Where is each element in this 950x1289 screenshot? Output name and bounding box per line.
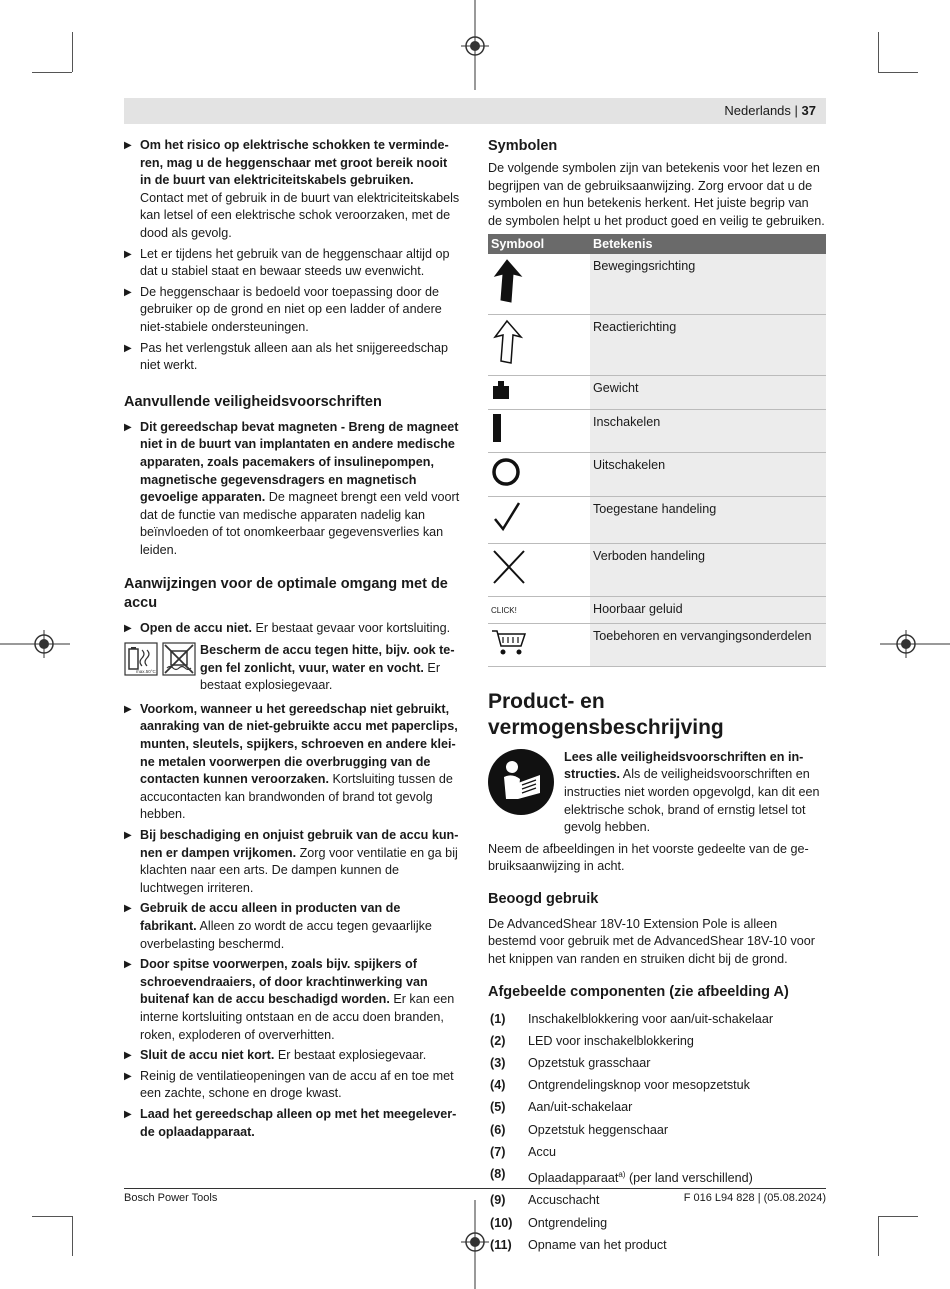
read-instructions-text — [564, 749, 826, 837]
section-heading-large: Product- en vermogensbeschrijving — [488, 689, 724, 739]
components-list — [488, 1011, 826, 1255]
checkmark-icon — [491, 501, 523, 533]
bullet-bold: Om het risico op elektrische schokken te verminderen, mag u de heggenschaar met groot bereik nooit in de buurt van elektriciteitskabels gebruiken. — [140, 138, 449, 188]
component-number: (7) — [490, 1144, 506, 1159]
meaning-cell: Toebehoren en vervangingsonderdelen — [590, 624, 826, 667]
list-item — [488, 1011, 826, 1029]
bullet-bold: Gebruik de accu alleen in producten van de fabrikant. — [140, 901, 401, 933]
heat-bold: Bescherm de accu tegen hitte, bijv. ook tegen fel zonlicht, vuur, water en vocht. — [200, 643, 455, 675]
bullet-text: Alleen zo wordt de accu tegen gevaarlijke overbelasting beschermd. — [140, 918, 432, 951]
component-label-suffix: (per land verschillend) — [625, 1171, 753, 1186]
table-row — [488, 254, 826, 314]
component-label: Accuschacht — [528, 1193, 600, 1208]
component-number: (2) — [490, 1033, 506, 1048]
bullet-text: Reinig de ventilatieopeningen van de accu af en toe met een zachte, schone en droge kwast. — [140, 1068, 454, 1101]
registration-mark-right — [880, 624, 950, 664]
meaning-cell: Gewicht — [590, 375, 826, 410]
crop-mark — [878, 32, 879, 72]
footer-divider — [124, 1188, 826, 1189]
power-on-icon — [491, 414, 505, 442]
section-heading: Afgebeelde componenten (zie afbeelding A) — [488, 983, 789, 1000]
section-heading: Aanvullende veiligheidsvoorschriften — [124, 393, 382, 410]
bullet-text: Zorg voor ventilatie en ga bij klachten naar een arts. De dampen kunnen de luchtwegen irriteren. — [140, 845, 458, 895]
arrow-up-outline-icon — [491, 319, 523, 365]
list-item — [124, 340, 460, 375]
battery-icons — [124, 642, 200, 695]
meaning-cell: Inschakelen — [590, 410, 826, 453]
list-item — [488, 1237, 826, 1255]
component-label: Opzetstuk heggenschaar — [528, 1122, 669, 1137]
list-item — [488, 1033, 826, 1051]
list-item — [124, 284, 460, 337]
read-text: Als de veiligheidsvoorschriften en instructies niet worden opgevolgd, kan dit een elektrische schok, brand of ernstig letsel tot gevolg hebben. — [564, 767, 820, 835]
bullet-text: Kortsluiting tussen de accucontacten kan brandwonden of brand tot gevolg hebben. — [140, 772, 453, 822]
header-text: Nederlands | 37 — [724, 103, 816, 118]
bullet-bold: Voorkom, wanneer u het gereedschap niet gebruikt, aanraking van de niet-gebruikte accu met paperclips, munten, sleutels, spijkers, schroeven en andere kleine metalen voorwerpen die overbrugging van de contacten kunnen veroorzaken. — [140, 701, 458, 787]
table-header-row — [488, 234, 826, 254]
component-label: Opzetstuk grasschaar — [528, 1056, 651, 1071]
bullet-text: Let er tijdens het gebruik van de heggenschaar altijd op dat u stabiel staat en bewaar steeds uw evenwicht. — [140, 246, 450, 279]
table-row — [488, 452, 826, 497]
component-number: (10) — [490, 1215, 513, 1230]
cart-icon — [491, 628, 527, 656]
list-item — [124, 827, 460, 897]
component-label: Accu — [528, 1144, 556, 1159]
component-label: Opname van het product — [528, 1237, 667, 1252]
section-heading: Symbolen — [488, 138, 558, 154]
header-language: Nederlands — [724, 103, 791, 118]
list-item — [124, 900, 460, 953]
component-number: (4) — [490, 1078, 506, 1093]
component-number: (9) — [490, 1193, 506, 1208]
crop-mark — [878, 1216, 879, 1256]
component-number: (11) — [490, 1237, 512, 1252]
list-item — [488, 1099, 826, 1117]
meaning-cell: Reactierichting — [590, 314, 826, 375]
bullet-text: Er bestaat gevaar voor kortsluiting. — [251, 621, 451, 636]
crop-mark — [878, 72, 918, 73]
list-item — [124, 1068, 460, 1103]
heat-warning-text — [200, 642, 460, 695]
component-number: (6) — [490, 1122, 506, 1137]
arrow-up-filled-icon — [491, 258, 523, 304]
crop-mark — [32, 1216, 72, 1217]
symbol-cell — [488, 452, 590, 497]
symbol-cell — [488, 254, 590, 314]
bullet-bold: Open de accu niet. — [140, 621, 252, 636]
bullet-text: De magneet brengt een veld voort dat de functie van medische apparaten nadelig kan beïnvloeden of tot onomkeerbaar gegevensverlies kan leiden. — [140, 490, 460, 557]
footer-brand: Bosch Power Tools — [124, 1192, 218, 1204]
read-instructions-warning — [488, 749, 826, 837]
symbol-cell — [488, 375, 590, 410]
registration-mark-left — [0, 624, 70, 664]
table-row — [488, 624, 826, 667]
bullet-bold: Laad het gereedschap alleen op met het meegeleverde oplaadapparaat. — [140, 1106, 457, 1139]
battery-no-water-icon — [162, 642, 196, 676]
list-item — [124, 701, 460, 824]
bullet-text: De heggenschaar is bedoeld voor toepassing door de gebruiker op de grond en niet op een ladder of andere niet-stabiele ondersteuningen. — [140, 284, 442, 334]
power-off-icon — [491, 457, 523, 487]
component-number: (1) — [490, 1011, 506, 1026]
symbols-table — [488, 234, 826, 666]
bullet-bold: Door spitse voorwerpen, zoals bijv. spijkers of schroevendraaiers, of door krachtinwerking van buitenaf kan de accu beschadigd worden. — [140, 957, 428, 1007]
component-label: Ontgrendeling — [528, 1215, 608, 1230]
meaning-cell: Bewegingsrichting — [590, 254, 826, 314]
column-header: Symbool — [488, 234, 590, 254]
right-column — [488, 137, 826, 1259]
section-heading: Aanwijzingen voor de optimale omgang met de accu — [124, 576, 448, 612]
meaning-cell: Hoorbaar geluid — [590, 596, 826, 624]
table-row — [488, 314, 826, 375]
heat-icon-label: max.50°C — [136, 669, 156, 675]
list-item — [124, 1047, 460, 1065]
crop-mark — [72, 32, 73, 72]
bullet-text: Er bestaat explosiegevaar. — [274, 1048, 427, 1063]
list-item — [488, 1077, 826, 1095]
list-item — [488, 1144, 826, 1162]
component-label: Oplaadapparaat — [528, 1171, 619, 1186]
column-header: Betekenis — [590, 234, 826, 254]
symbol-cell — [488, 314, 590, 375]
table-row — [488, 596, 826, 624]
weight-icon — [491, 380, 511, 400]
registration-mark-top — [455, 0, 495, 90]
crop-mark — [32, 72, 72, 73]
heat-text: Er bestaat explosiegevaar. — [200, 660, 441, 693]
list-item — [488, 1055, 826, 1073]
bullet-text: Pas het verlengstuk alleen aan als het snijgereedschap niet werkt. — [140, 340, 449, 373]
table-row — [488, 543, 826, 596]
list-item — [124, 137, 460, 243]
symbol-cell — [488, 497, 590, 544]
page-header — [124, 98, 826, 124]
bullet-bold: Dit gereedschap bevat magneten - Breng de magneet niet in de buurt van implantaten en andere medische apparaten, zoals pacemakers of insulinepompen, magnetische gegevensdragers en magnetisch gevoelige apparaten. — [140, 419, 459, 505]
list-item — [124, 1106, 460, 1141]
bullet-text: Contact met of gebruik in de buurt van elektriciteitskabels kan letsel of een elektrische schok veroorzaken, met de dood als gevolg. — [140, 190, 460, 240]
meaning-cell: Toegestane handeling — [590, 497, 826, 544]
list-item — [124, 419, 460, 560]
list-item — [124, 956, 460, 1044]
list-item — [488, 1215, 826, 1233]
crop-mark — [878, 1216, 918, 1217]
left-column — [124, 137, 460, 1144]
symbol-cell — [488, 596, 590, 624]
table-row — [488, 375, 826, 410]
bullet-bold: Sluit de accu niet kort. — [140, 1048, 275, 1063]
section-heading: Beoogd gebruik — [488, 890, 599, 907]
symbol-cell — [488, 624, 590, 667]
battery-heat-icon — [124, 642, 158, 676]
intended-use-text: De AdvancedShear 18V-10 Extension Pole is alleen bestemd voor gebruik met de AdvancedShear 18V-10 voor het knippen van randen en struiken dicht bij de grond. — [488, 916, 815, 967]
list-item — [488, 1166, 826, 1188]
list-item — [124, 620, 460, 638]
component-label: Ontgrendelingsknop voor mesopzetstuk — [528, 1078, 750, 1093]
read-manual-icon — [488, 749, 554, 815]
bullet-text: Er kan een interne kortsluiting ontstaan en de accu doen branden, roken, exploderen of oververhitten. — [140, 992, 455, 1042]
component-number: (3) — [490, 1056, 506, 1071]
footer-doc-id: F 016 L94 828 | (05.08.2024) — [683, 1192, 826, 1204]
illustrations-note: Neem de afbeeldingen in het voorste gedeelte van de gebruiksaanwijzing in acht. — [488, 841, 809, 874]
component-number: (8) — [490, 1166, 506, 1181]
component-label: Aan/uit-schakelaar — [528, 1100, 633, 1115]
component-number: (5) — [490, 1100, 506, 1115]
list-item — [488, 1122, 826, 1140]
read-bold: Lees alle veiligheidsvoorschriften en instructies. — [564, 749, 804, 782]
symbol-cell — [488, 410, 590, 453]
component-label: Inschakelblokkering voor aan/uit-schakelaar — [528, 1011, 774, 1026]
crop-mark — [72, 1216, 73, 1256]
symbol-cell — [488, 543, 590, 596]
click-text-icon: CLICK! — [491, 605, 517, 615]
table-row — [488, 410, 826, 453]
table-row — [488, 497, 826, 544]
list-item — [124, 246, 460, 281]
page-number: 37 — [801, 103, 816, 118]
meaning-cell: Verboden handeling — [590, 543, 826, 596]
meaning-cell: Uitschakelen — [590, 452, 826, 497]
bullet-bold: Bij beschadiging en onjuist gebruik van de accu kunnen er dampen vrijkomen. — [140, 828, 459, 860]
footnote-marker: a) — [618, 1169, 626, 1179]
symbols-intro: De volgende symbolen zijn van betekenis voor het lezen en begrijpen van de gebruiksaanwijzing. Zorg ervoor dat u de symbolen en hun betekenis herkent. Het juiste begrip van de symbolen helpt u het product goed en veilig te gebruiken. — [488, 161, 825, 228]
heat-warning — [124, 642, 460, 695]
component-label: LED voor inschakelblokkering — [528, 1033, 694, 1048]
cross-icon — [491, 548, 527, 586]
